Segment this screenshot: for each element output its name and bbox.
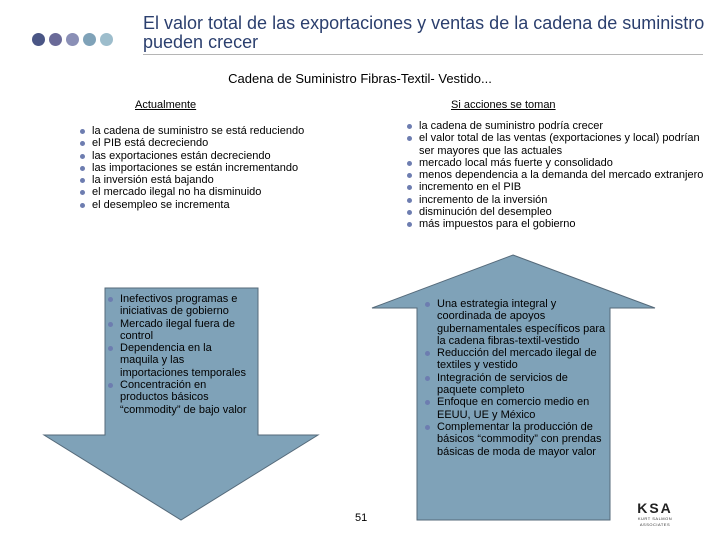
list-item: Complementar la producción de básicos “commodity” con prendas básicas de moda de mayor valor bbox=[425, 421, 607, 458]
list-item: Reducción del mercado ilegal de textiles y vestido bbox=[425, 347, 607, 372]
list-item: las importaciones se están incrementando bbox=[80, 162, 360, 174]
list-item: Mercado ilegal fuera de control bbox=[108, 318, 253, 343]
list-item: la cadena de suministro podría crecer bbox=[407, 120, 707, 132]
list-item: Integración de servicios de paquete completo bbox=[425, 372, 607, 397]
list-item: el PIB está decreciendo bbox=[80, 137, 360, 149]
list-item: las exportaciones están decreciendo bbox=[80, 150, 360, 162]
list-item: el valor total de las ventas (exportaciones y local) podrían ser mayores que las actuales bbox=[407, 132, 707, 157]
logo-mark: KSA bbox=[637, 500, 673, 516]
slide-subtitle: Cadena de Suministro Fibras-Textil- Vestido... bbox=[228, 71, 492, 86]
bullet-icon bbox=[425, 376, 430, 381]
list-item: Inefectivos programas e iniciativas de gobierno bbox=[108, 293, 253, 318]
list-item: incremento en el PIB bbox=[407, 181, 707, 193]
company-logo bbox=[625, 500, 685, 528]
bullet-icon bbox=[108, 322, 113, 327]
bullet-icon bbox=[425, 400, 430, 405]
list-item: incremento de la inversión bbox=[407, 194, 707, 206]
list-item: Enfoque en comercio medio en EEUU, UE y México bbox=[425, 396, 607, 421]
strategy-list bbox=[425, 298, 607, 458]
list-item: la inversión está bajando bbox=[80, 174, 360, 186]
current-heading: Actualmente bbox=[135, 99, 197, 111]
list-item: menos dependencia a la demanda del mercado extranjero bbox=[407, 169, 707, 181]
list-item: Dependencia en la maquila y las importaciones temporales bbox=[108, 342, 253, 379]
list-item: el mercado ilegal no ha disminuido bbox=[80, 186, 360, 198]
bullet-icon bbox=[425, 302, 430, 307]
bullet-icon bbox=[425, 425, 430, 430]
list-item: mercado local más fuerte y consolidado bbox=[407, 157, 707, 169]
bullet-icon bbox=[108, 346, 113, 351]
future-heading: Si acciones se toman bbox=[451, 99, 556, 111]
bullet-icon bbox=[108, 297, 113, 302]
list-item: más impuestos para el gobierno bbox=[407, 218, 707, 230]
list-item: Una estrategia integral y coordinada de apoyos gubernamentales específicos para la cadena fibras-textil-vestido bbox=[425, 298, 607, 347]
slide-title: El valor total de las exportaciones y ventas de la cadena de suministro pueden crecer bbox=[143, 13, 705, 52]
list-item: Concentración en productos básicos “commodity” de bajo valor bbox=[108, 379, 253, 416]
obstacles-box bbox=[108, 293, 253, 416]
list-item: disminución del desempleo bbox=[407, 206, 707, 218]
page-number: 51 bbox=[355, 512, 368, 524]
strategy-box bbox=[425, 298, 607, 458]
list-item: la cadena de suministro se está reduciendo bbox=[80, 125, 360, 137]
obstacles-list bbox=[108, 293, 253, 416]
bullet-icon bbox=[108, 383, 113, 388]
logo-subtitle: KURT SALMON ASSOCIATES bbox=[637, 516, 673, 527]
bullet-icon bbox=[425, 351, 430, 356]
list-item: el desempleo se incrementa bbox=[80, 199, 360, 211]
